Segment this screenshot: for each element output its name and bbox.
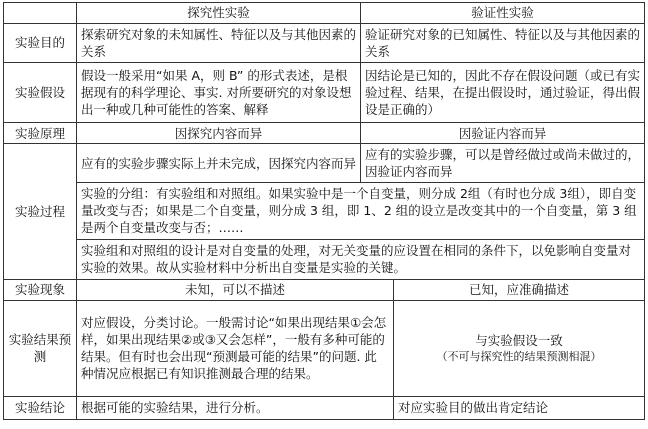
purpose-verify: 验证研究对象的已知属性、特征以及与其他因素的关系 xyxy=(361,23,645,62)
prediction-explore: 对应假设，分类讨论。一般需讨论“如果出现结果①会怎样，如果出现结果②或③又会怎样”，一般有多种可能的结果。但有时也会出现“预测最可能的结果”的问题. 此种情况应根据已有知识推测最合理的结果。 xyxy=(77,300,394,396)
prediction-verify-main: 与实验假设一致 xyxy=(475,333,563,349)
header-corner-cell xyxy=(4,3,77,24)
conclusion-row xyxy=(4,396,645,419)
conclusion-label: 实验结论 xyxy=(4,396,77,419)
hypothesis-explore: 假设一般采用“如果 A，则 B” 的形式表述，是根据现有的科学理论、事实. 对所要研究的对象设想出一种或几种可能性的答案、解释 xyxy=(77,62,361,123)
conclusion-verify: 对应实验目的做出肯定结论 xyxy=(394,396,645,419)
phenomenon-label: 实验现象 xyxy=(4,279,77,300)
purpose-explore: 探索研究对象的未知属性、特征以及与其他因素的关系 xyxy=(77,23,361,62)
header-explore: 探究性实验 xyxy=(77,3,361,24)
header-verify: 验证性实验 xyxy=(361,3,645,24)
process-variables: 实验组和对照组的设计是对自变量的处理，对无关变量的应设置在相同的条件下，以免影响自变量对实验的效果。故从实验材料中分析出自变量是实验的关键。 xyxy=(77,239,645,279)
process-steps-row xyxy=(4,144,645,183)
process-explore-steps: 应有的实验步骤实际上并未完成，因探究内容而异 xyxy=(77,144,361,183)
hypothesis-label: 实验假设 xyxy=(4,62,77,123)
phenomenon-row xyxy=(4,279,645,300)
process-grouping: 实验的分组：有实验组和对照组。如果实验中是一个自变量，则分成 2组（有时也分成 3组），即自变量改变与否；如果是二个自变量，则分成 3 组，即 1、2 组的设立是改变其中的一个自变量，第 3 组是两个自变量改变与否；…… xyxy=(77,183,645,240)
header-row xyxy=(4,3,645,24)
process-verify-steps: 应有的实验步骤，可以是曾经做过或尚未做过的，因验证内容而异 xyxy=(361,144,645,183)
principle-label: 实验原理 xyxy=(4,123,77,144)
principle-explore: 因探究内容而异 xyxy=(77,123,361,144)
hypothesis-row xyxy=(4,62,645,123)
process-grouping-row xyxy=(4,183,645,240)
process-variables-row xyxy=(4,239,645,279)
process-label: 实验过程 xyxy=(4,144,77,279)
phenomenon-explore: 未知，可以不描述 xyxy=(77,279,394,300)
purpose-label: 实验目的 xyxy=(4,23,77,62)
prediction-verify xyxy=(394,300,645,396)
prediction-row xyxy=(4,300,645,396)
prediction-label: 实验结果预测 xyxy=(4,300,77,396)
prediction-verify-note: （不可与探究性的结果预测相混） xyxy=(436,350,602,364)
hypothesis-verify: 因结论是已知的，因此不存在假设问题（或已有实验过程、结果，在提出假设时，通过验证，得出假设是正确的） xyxy=(361,62,645,123)
phenomenon-verify: 已知，应准确描述 xyxy=(394,279,645,300)
conclusion-explore: 根据可能的实验结果，进行分析。 xyxy=(77,396,394,419)
principle-row xyxy=(4,123,645,144)
principle-verify: 因验证内容而异 xyxy=(361,123,645,144)
comparison-table xyxy=(3,2,645,420)
purpose-row xyxy=(4,23,645,62)
